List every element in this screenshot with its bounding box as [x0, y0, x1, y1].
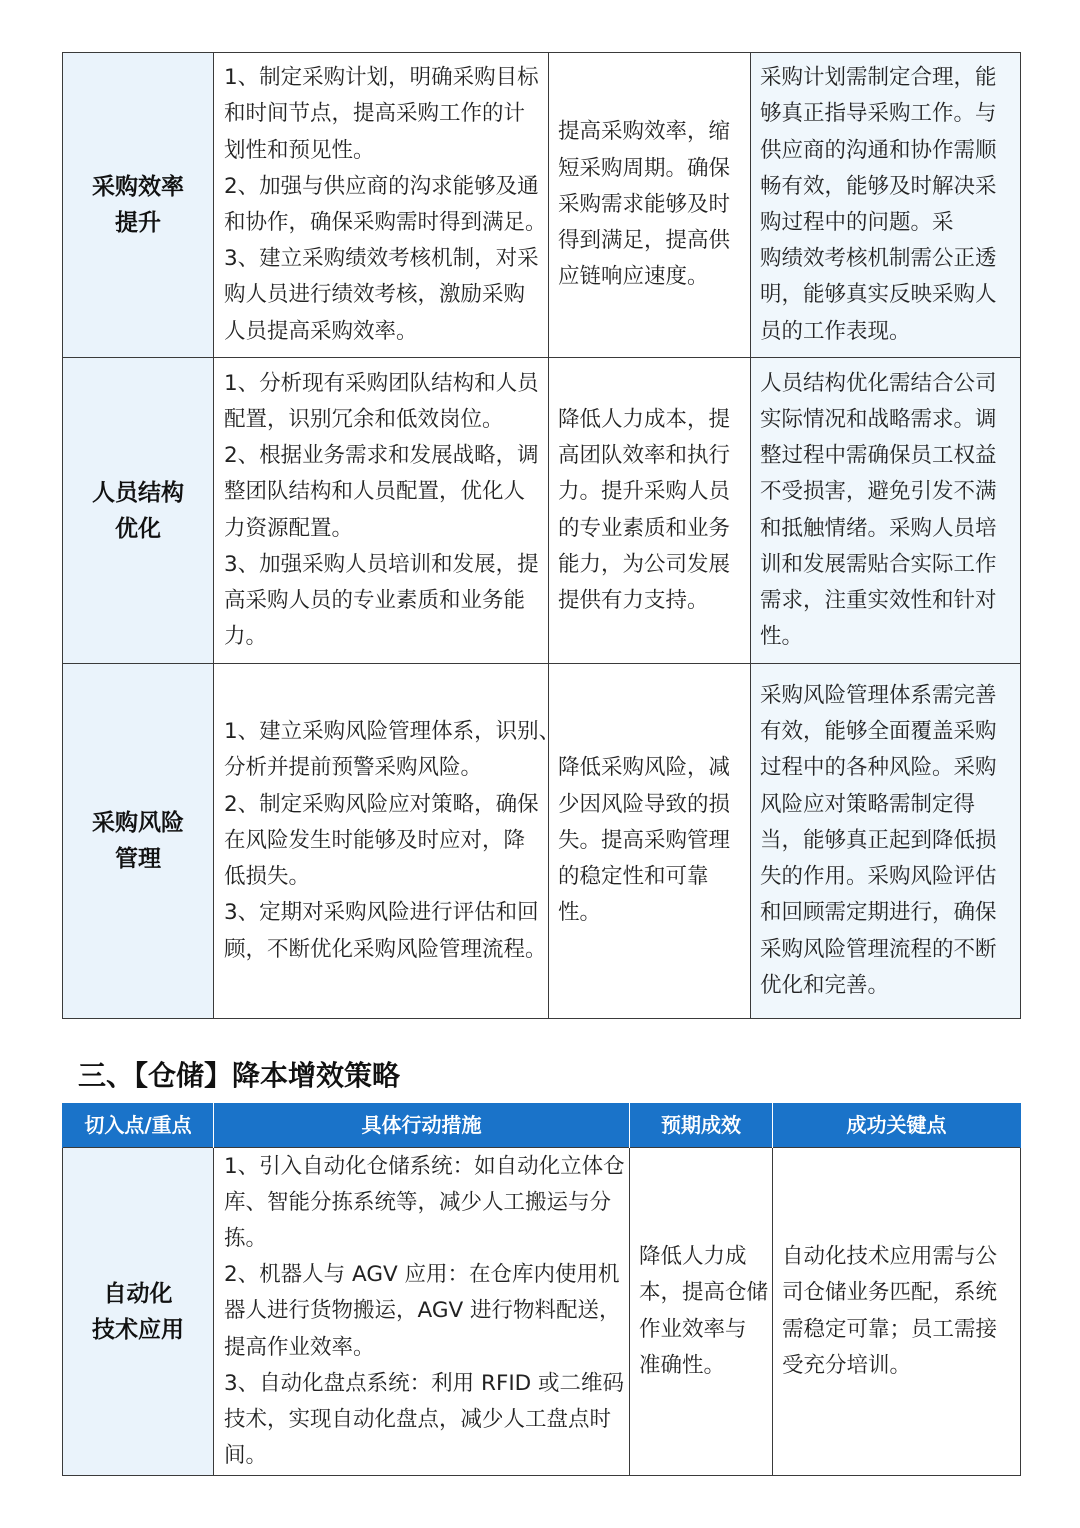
- text-line: 整过程中需确保员工权益: [760, 443, 997, 469]
- text-line: 过程中的各种风险。采购: [760, 755, 997, 781]
- row-key-cell: [63, 53, 214, 358]
- text-line: 1、建立采购风险管理体系，识别、: [224, 719, 561, 745]
- row-key-cell: [63, 1148, 214, 1476]
- text-line: 采购风险管理体系需完善: [760, 683, 997, 709]
- text-line: 供应商的沟通和协作需顺: [760, 137, 997, 163]
- text-line: 降低人力成: [639, 1244, 747, 1270]
- text-line: 和抵触情绪。采购人员培: [760, 515, 997, 541]
- text-line: 受充分培训。: [782, 1352, 912, 1378]
- actions-cell: [214, 1148, 630, 1476]
- text-line: 不受损害，避免引发不满: [760, 479, 997, 505]
- text-line: 作业效率与: [639, 1316, 747, 1342]
- text-line: 库、智能分拣系统等，减少人工搬运与分: [224, 1189, 612, 1215]
- text-line: 提高采购效率，缩: [558, 119, 731, 145]
- table-row: [63, 1148, 1021, 1476]
- text-line: 应链响应速度。: [558, 264, 709, 290]
- text-line: 本，提高仓储: [639, 1280, 769, 1306]
- text-line: 技术，实现自动化盘点，减少人工盘点时: [224, 1407, 612, 1432]
- text-line: 采购风险管理流程的不断: [760, 936, 997, 962]
- key-points-cell: [773, 1148, 1021, 1476]
- text-line: 训和发展需贴合实际工作: [760, 551, 997, 577]
- text-line: 实际情况和战略需求。调: [760, 406, 997, 432]
- text-line: 失。提高采购管理: [558, 827, 731, 853]
- text-line: 3、定期对采购风险进行评估和回: [224, 900, 539, 926]
- key-points-cell: [751, 358, 1021, 664]
- text-line: 技术应用: [92, 1316, 184, 1343]
- actions-cell: [214, 358, 549, 664]
- text-line: 提升: [115, 210, 161, 236]
- text-line: 顾，不断优化采购风险管理流程。: [224, 936, 547, 962]
- effects-cell: [549, 664, 751, 1019]
- text-line: 力资源配置。: [224, 515, 354, 541]
- text-line: 购人员进行绩效考核，激励采购: [224, 282, 526, 308]
- text-line: 力。: [224, 624, 268, 650]
- text-line: 明，能够真实反映采购人: [760, 282, 997, 308]
- header-key-success-factors: 成功关键点: [773, 1103, 1021, 1148]
- text-line: 需求，注重实效性和针对: [760, 587, 997, 613]
- text-line: 和回顾需定期进行，确保: [760, 900, 997, 926]
- text-line: 人员结构优化需结合公司: [760, 370, 997, 396]
- text-line: 器人进行货物搬运，AGV 进行物料配送，: [224, 1298, 621, 1324]
- text-line: 3、加强采购人员培训和发展，提: [224, 551, 539, 577]
- text-line: 购绩效考核机制需公正透: [760, 246, 997, 272]
- text-line: 短采购周期。确保: [558, 155, 731, 181]
- header-entry-point: 切入点/重点: [63, 1103, 214, 1148]
- text-line: 少因风险导致的损: [558, 791, 731, 817]
- effects-cell: [630, 1148, 773, 1476]
- text-line: 整团队结构和人员配置，优化人: [224, 479, 526, 505]
- text-line: 1、引入自动化仓储系统：如自动化立体仓: [224, 1153, 625, 1179]
- text-line: 间。: [224, 1443, 268, 1469]
- actions-cell: [214, 664, 561, 1019]
- text-line: 失的作用。采购风险评估: [760, 864, 997, 890]
- text-line: 低损失。: [224, 864, 311, 890]
- text-line: 和协作，确保采购需时得到满足。: [224, 210, 547, 235]
- text-line: 购过程中的问题。采: [760, 210, 954, 235]
- text-line: 提供有力支持。: [558, 587, 709, 613]
- text-line: 自动化: [103, 1280, 173, 1307]
- text-line: 优化和完善。: [760, 972, 890, 998]
- text-line: 拣。: [224, 1225, 268, 1251]
- text-line: 2、制定采购风险应对策略，确保: [224, 791, 539, 817]
- table-row: [63, 53, 1021, 358]
- text-line: 和时间节点，提高采购工作的计: [224, 101, 526, 127]
- text-line: 3、建立采购绩效考核机制，对采: [224, 246, 539, 272]
- text-line: 的稳定性和可靠: [558, 864, 709, 890]
- text-line: 得到满足，提高供: [558, 228, 731, 254]
- text-line: 高采购人员的专业素质和业务能: [224, 587, 526, 613]
- text-line: 员的工作表现。: [760, 318, 911, 344]
- table-row: [63, 358, 1021, 664]
- effects-cell: [549, 358, 751, 664]
- actions-cell: [214, 53, 549, 358]
- row-key-cell: [63, 664, 214, 1019]
- header-expected-results: 预期成效: [630, 1103, 773, 1148]
- text-line: 性。: [558, 900, 602, 926]
- text-line: 司仓储业务匹配，系统: [782, 1280, 998, 1306]
- text-line: 在风险发生时能够及时应对，降: [224, 827, 526, 853]
- text-line: 1、分析现有采购团队结构和人员: [224, 370, 539, 396]
- text-line: 畅有效，能够及时解决采: [760, 173, 997, 199]
- text-line: 自动化技术应用需与公: [782, 1244, 998, 1270]
- text-line: 准确性。: [639, 1352, 726, 1378]
- text-line: 力。提升采购人员: [558, 479, 731, 505]
- key-points-cell: [751, 53, 1021, 358]
- text-line: 降低人力成本，提: [558, 406, 731, 432]
- text-line: 能力，为公司发展: [558, 551, 731, 577]
- text-line: 1、制定采购计划，明确采购目标: [224, 65, 539, 91]
- text-line: 2、机器人与 AGV 应用：在仓库内使用机: [224, 1262, 620, 1288]
- text-line: 采购需求能够及时: [558, 191, 731, 217]
- text-line: 人员结构: [92, 479, 184, 506]
- text-line: 需稳定可靠；员工需接: [782, 1316, 998, 1342]
- text-line: 的专业素质和业务: [558, 515, 731, 541]
- row-key-cell: [63, 358, 214, 664]
- text-line: 采购效率: [92, 174, 184, 200]
- text-line: 采购计划需制定合理，能: [760, 65, 997, 91]
- warehouse-strategy-table: [62, 1103, 1021, 1476]
- table-header-row: [63, 1103, 1021, 1148]
- procurement-strategy-table: [62, 52, 1021, 1019]
- text-line: 当，能够真正起到降低损: [760, 827, 997, 853]
- text-line: 降低采购风险，减: [558, 755, 731, 781]
- effects-cell: [549, 53, 751, 358]
- text-line: 优化: [115, 515, 161, 542]
- text-line: 采购风险: [92, 810, 184, 836]
- text-line: 有效，能够全面覆盖采购: [760, 719, 997, 745]
- text-line: 够真正指导采购工作。与: [760, 101, 997, 127]
- text-line: 配置，识别冗余和低效岗位。: [224, 406, 504, 432]
- header-actions: 具体行动措施: [214, 1103, 630, 1148]
- text-line: 管理: [115, 846, 161, 872]
- text-line: 提高作业效率。: [224, 1334, 375, 1360]
- text-line: 人员提高采购效率。: [224, 318, 418, 344]
- text-line: 2、加强与供应商的沟求能够及通: [224, 173, 539, 199]
- text-line: 高团队效率和执行: [558, 443, 731, 469]
- section-title: 三、【仓储】降本增效策略: [78, 1059, 401, 1092]
- text-line: 风险应对策略需制定得: [760, 791, 976, 817]
- text-line: 性。: [760, 624, 804, 650]
- text-line: 划性和预见性。: [224, 137, 375, 163]
- text-line: 分析并提前预警采购风险。: [224, 755, 483, 781]
- text-line: 3、自动化盘点系统：利用 RFID 或二维码: [224, 1370, 625, 1396]
- key-points-cell: [751, 664, 1021, 1019]
- text-line: 2、根据业务需求和发展战略，调: [224, 443, 539, 469]
- table-row: [63, 664, 1021, 1019]
